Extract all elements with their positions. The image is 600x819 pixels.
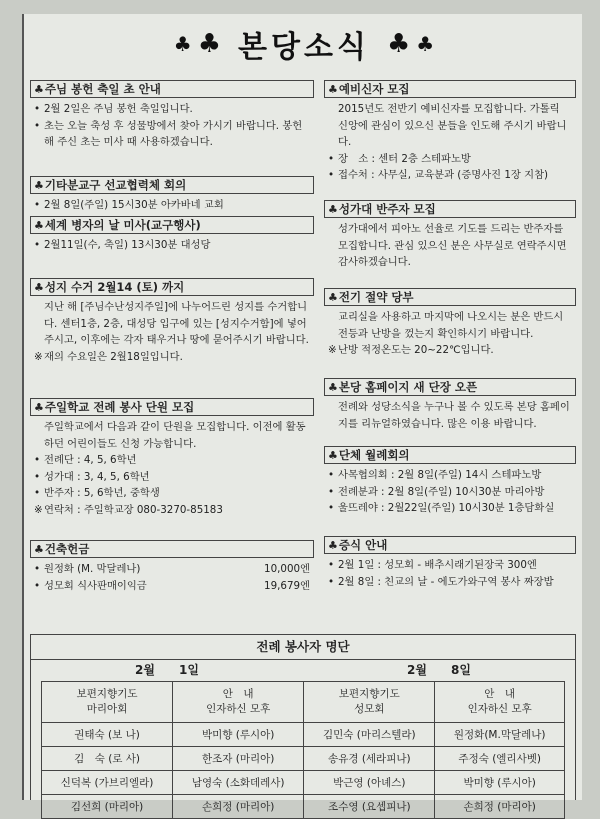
section-title-text: 성가대 반주자 모집 bbox=[338, 202, 436, 216]
section-title bbox=[30, 176, 314, 194]
table-row bbox=[42, 771, 565, 795]
section-body bbox=[30, 558, 314, 594]
club-icon: ♣ bbox=[34, 401, 44, 414]
bullet-mark: • bbox=[328, 169, 335, 181]
notice-line bbox=[34, 485, 310, 502]
notice-text: 성가대 : 3, 4, 5, 6학년 bbox=[44, 470, 150, 483]
roster-name-cell: 송유경 (세라피나) bbox=[304, 747, 435, 771]
bullet-mark: • bbox=[34, 103, 41, 115]
page-title: 본당소식 bbox=[238, 30, 370, 65]
bullet-mark: • bbox=[34, 454, 41, 466]
section-title bbox=[324, 288, 576, 306]
notice-text: 장 소 : 센터 2층 스테파노방 bbox=[338, 152, 471, 165]
section-title-text: 주일학교 전례 봉사 단원 모집 bbox=[44, 400, 195, 414]
notice-section bbox=[30, 540, 314, 594]
roster-dates bbox=[31, 660, 575, 680]
notice-section bbox=[30, 398, 314, 518]
roster-header-row bbox=[42, 682, 565, 723]
roster-col-role: 안 내 bbox=[222, 688, 254, 700]
roster-name-cell: 손희정 (마리아) bbox=[173, 795, 304, 819]
notice-section bbox=[30, 278, 314, 365]
notice-text: 2월 8일(주일) 15시30분 아카바네 교회 bbox=[44, 199, 224, 211]
section-title bbox=[324, 80, 576, 98]
notice-text: 전례단 : 4, 5, 6학년 bbox=[44, 454, 137, 466]
donation-line bbox=[34, 578, 310, 595]
notice-text: 2월11일(수, 축일) 13시30분 대성당 bbox=[44, 239, 211, 251]
roster-col-header bbox=[173, 682, 304, 723]
notice-line bbox=[34, 299, 310, 349]
notice-section bbox=[324, 446, 576, 517]
section-body bbox=[30, 234, 314, 254]
roster-col-role: 보편지향기도 bbox=[338, 688, 400, 700]
bullet-mark: ※ bbox=[34, 503, 43, 516]
roster-col-header bbox=[435, 682, 565, 723]
bullet-mark: • bbox=[34, 579, 41, 592]
club-icon: ♣ bbox=[328, 291, 338, 304]
club-icon: ♣ bbox=[173, 32, 192, 56]
bullet-mark: • bbox=[328, 559, 335, 571]
liturgy-roster bbox=[30, 634, 576, 813]
table-row bbox=[42, 747, 565, 771]
roster-name-cell: 박근영 (아녜스) bbox=[304, 771, 435, 795]
table-row bbox=[42, 723, 565, 747]
donation-line bbox=[34, 561, 310, 578]
roster-col-group: 마리아회 bbox=[86, 703, 128, 715]
notice-line bbox=[34, 197, 310, 214]
club-icon: ♣ bbox=[328, 381, 338, 394]
club-icon: ♣ bbox=[34, 219, 44, 232]
section-title-text: 본당 홈페이지 새 단장 오픈 bbox=[338, 380, 478, 394]
roster-body bbox=[42, 723, 565, 819]
section-body bbox=[324, 396, 576, 432]
club-icon: ♣ bbox=[34, 543, 44, 556]
section-body bbox=[30, 98, 314, 151]
notice-text: 지난 해 [주님수난성지주일]에 나누어드린 성지를 수거합니다. 센터1층, 2층, 대성당 입구에 있는 [성지수거함]에 넣어주시고, 이후에는 각자 태우거나 땅에 묻어주시기 바랍니다. bbox=[44, 301, 309, 346]
roster-col-role: 안 내 bbox=[484, 688, 516, 700]
roster-name-cell: 조수영 (요셉피나) bbox=[304, 795, 435, 819]
notice-line bbox=[328, 557, 572, 574]
donor-name: 성모회 식사판매이익금 bbox=[44, 579, 147, 592]
donation-amount: 10,000엔 bbox=[264, 563, 310, 575]
notice-section bbox=[324, 378, 576, 432]
notice-text: 재의 수요일은 2월18일입니다. bbox=[44, 350, 183, 363]
notice-line bbox=[328, 221, 572, 271]
bullet-mark: • bbox=[34, 470, 41, 483]
notice-line bbox=[328, 484, 572, 501]
section-title bbox=[324, 536, 576, 554]
roster-name-cell: 김선희 (마리아) bbox=[42, 795, 173, 819]
club-icon: ♣ bbox=[328, 539, 338, 552]
section-title bbox=[30, 216, 314, 234]
notice-line bbox=[328, 151, 572, 168]
club-icon: ♣ bbox=[416, 32, 435, 56]
notice-text: 성가대에서 피아노 선율로 기도를 드리는 반주자를 모집합니다. 관심 있으신 분은 사무실로 연락주시면 감사하겠습니다. bbox=[338, 223, 567, 268]
notice-text: 2015년도 전반기 예비신자를 모집합니다. 가톨릭 신앙에 관심이 있으신 분들을 인도해 주시기 바랍니다. bbox=[338, 103, 567, 148]
notice-line bbox=[328, 101, 572, 151]
section-body bbox=[324, 464, 576, 517]
roster-date-2: 2월 8일 bbox=[407, 663, 471, 677]
club-icon: ♣ bbox=[328, 449, 338, 462]
notice-section bbox=[324, 200, 576, 271]
roster-col-group: 성모회 bbox=[354, 703, 385, 715]
notice-line bbox=[328, 574, 572, 591]
bullet-mark: • bbox=[34, 239, 41, 251]
notice-text: 사목협의회 : 2월 8일(주일) 14시 스테파노방 bbox=[338, 469, 542, 481]
section-body bbox=[30, 296, 314, 365]
notice-line bbox=[34, 502, 310, 519]
notice-section bbox=[324, 80, 576, 184]
roster-title: 전례 봉사자 명단 bbox=[31, 635, 575, 660]
donor-name: 원정화 (M. 막달레나) bbox=[44, 563, 141, 575]
section-title-text: 증식 안내 bbox=[338, 538, 388, 552]
bullet-mark: ※ bbox=[34, 350, 43, 363]
roster-name-cell: 박미향 (루시아) bbox=[435, 771, 565, 795]
roster-col-role: 보편지향기도 bbox=[76, 688, 138, 700]
section-title-text: 성지 수거 2월14 (토) 까지 bbox=[44, 280, 185, 294]
bullet-mark: • bbox=[328, 469, 335, 481]
roster-name-cell: 신덕복 (가브리엘라) bbox=[42, 771, 173, 795]
roster-name-cell: 한조자 (마리아) bbox=[173, 747, 304, 771]
section-title bbox=[30, 80, 314, 98]
notice-section bbox=[30, 216, 314, 254]
notice-text: 2월 8일 : 친교의 날 - 에도가와구역 봉사 짜장밥 bbox=[338, 575, 554, 588]
roster-name-cell: 주정숙 (엘리사벳) bbox=[435, 747, 565, 771]
notice-line bbox=[34, 101, 310, 118]
roster-col-group: 인자하신 모후 bbox=[206, 703, 271, 715]
notice-text: 주일학교에서 다음과 같이 단원을 모집합니다. 이전에 활동하던 어린이들도 신청 가능합니다. bbox=[44, 421, 306, 450]
section-title-text: 단체 월례회의 bbox=[338, 448, 410, 462]
notice-section bbox=[30, 176, 314, 214]
notice-line bbox=[328, 167, 572, 184]
section-title-text: 주님 봉헌 축일 초 안내 bbox=[44, 82, 161, 96]
roster-name-cell: 권태숙 (보 나) bbox=[42, 723, 173, 747]
notice-line bbox=[34, 419, 310, 452]
bullet-mark: • bbox=[328, 152, 335, 165]
notice-text: 2월 2일은 주님 봉헌 축일입니다. bbox=[44, 103, 193, 115]
section-title bbox=[324, 200, 576, 218]
roster-col-header bbox=[42, 682, 173, 723]
notice-line bbox=[34, 452, 310, 469]
roster-col-group: 인자하신 모후 bbox=[467, 703, 532, 715]
roster-name-cell: 김 숙 (로 사) bbox=[42, 747, 173, 771]
notice-line bbox=[34, 349, 310, 366]
bullet-mark: • bbox=[34, 119, 41, 132]
bulletin-page bbox=[22, 14, 582, 813]
notice-section bbox=[324, 288, 576, 359]
roster-table bbox=[41, 681, 565, 819]
section-title bbox=[30, 398, 314, 416]
club-icon: ♣ bbox=[328, 203, 338, 216]
notice-text: 연락처 : 주일학교장 080-3270-85183 bbox=[44, 503, 223, 516]
notice-line bbox=[328, 342, 572, 359]
roster-date-1: 2월 1일 bbox=[135, 663, 199, 677]
club-icon: ♣ bbox=[34, 179, 44, 192]
notice-text: 전례분과 : 2월 8일(주일) 10시30분 마리아방 bbox=[338, 485, 545, 498]
notice-text: 반주자 : 5, 6학년, 중학생 bbox=[44, 487, 160, 499]
section-title-text: 기타분교구 선교협력체 회의 bbox=[44, 178, 187, 192]
notice-section bbox=[30, 80, 314, 151]
roster-name-cell: 김민숙 (마리스텔라) bbox=[304, 723, 435, 747]
club-icon: ♣ bbox=[34, 83, 44, 96]
notice-line bbox=[328, 399, 572, 432]
bullet-mark: • bbox=[34, 199, 41, 211]
notice-section bbox=[324, 536, 576, 590]
section-title bbox=[324, 378, 576, 396]
club-icon: ♣ bbox=[197, 29, 222, 59]
notice-text: 전례와 성당소식을 누구나 볼 수 있도록 본당 홈페이지를 리뉴얼하였습니다. 많은 이용 바랍니다. bbox=[338, 401, 570, 430]
bullet-mark: ※ bbox=[328, 344, 337, 356]
section-title-text: 전기 절약 당부 bbox=[338, 290, 414, 304]
notice-line bbox=[328, 467, 572, 484]
notice-text: 2월 1일 : 성모회 - 배추시래기된장국 300엔 bbox=[338, 559, 537, 571]
bullet-mark: • bbox=[34, 563, 41, 575]
section-title-text: 세계 병자의 날 미사(교구행사) bbox=[44, 218, 201, 232]
section-title-text: 건축헌금 bbox=[44, 542, 90, 556]
bullet-mark: • bbox=[328, 502, 335, 514]
table-row bbox=[42, 795, 565, 819]
section-body bbox=[324, 554, 576, 590]
section-body bbox=[30, 194, 314, 214]
roster-name-cell: 박미향 (루시아) bbox=[173, 723, 304, 747]
roster-col-header bbox=[304, 682, 435, 723]
notice-text: 교리실을 사용하고 마지막에 나오시는 분은 반드시 전등과 난방을 껐는지 확인하시기 바랍니다. bbox=[338, 311, 564, 340]
bullet-mark: • bbox=[328, 575, 335, 588]
section-body bbox=[30, 416, 314, 518]
club-icon: ♣ bbox=[34, 281, 44, 294]
notice-text: 초는 오늘 축성 후 성물방에서 찾아 가시기 바랍니다. 봉헌해 주신 초는 미사 때 사용하겠습니다. bbox=[44, 119, 303, 148]
roster-name-cell: 원정화(M.막달레나) bbox=[435, 723, 565, 747]
club-icon: ♣ bbox=[386, 29, 411, 59]
notice-line bbox=[34, 469, 310, 486]
section-body bbox=[324, 306, 576, 359]
notice-text: 울뜨레야 : 2월22일(주일) 10시30분 1층담화실 bbox=[338, 502, 555, 514]
club-icon: ♣ bbox=[328, 83, 338, 96]
notice-line bbox=[34, 118, 310, 151]
notice-text: 난방 적정온도는 20~22℃입니다. bbox=[338, 344, 494, 356]
bullet-mark: • bbox=[34, 487, 41, 499]
notice-line bbox=[34, 237, 310, 254]
bullet-mark: • bbox=[328, 485, 335, 498]
section-title-text: 예비신자 모집 bbox=[338, 82, 410, 96]
roster-name-cell: 손희정 (마리아) bbox=[435, 795, 565, 819]
section-title bbox=[324, 446, 576, 464]
section-title bbox=[30, 278, 314, 296]
section-body bbox=[324, 218, 576, 271]
donation-amount: 19,679엔 bbox=[264, 579, 310, 592]
section-title bbox=[30, 540, 314, 558]
bulletin-header bbox=[24, 14, 584, 74]
section-body bbox=[324, 98, 576, 184]
notice-line bbox=[328, 309, 572, 342]
notice-line bbox=[328, 500, 572, 517]
roster-name-cell: 남영숙 (소화데레사) bbox=[173, 771, 304, 795]
notice-text: 접수처 : 사무실, 교육분과 (증명사진 1장 지참) bbox=[338, 169, 549, 181]
